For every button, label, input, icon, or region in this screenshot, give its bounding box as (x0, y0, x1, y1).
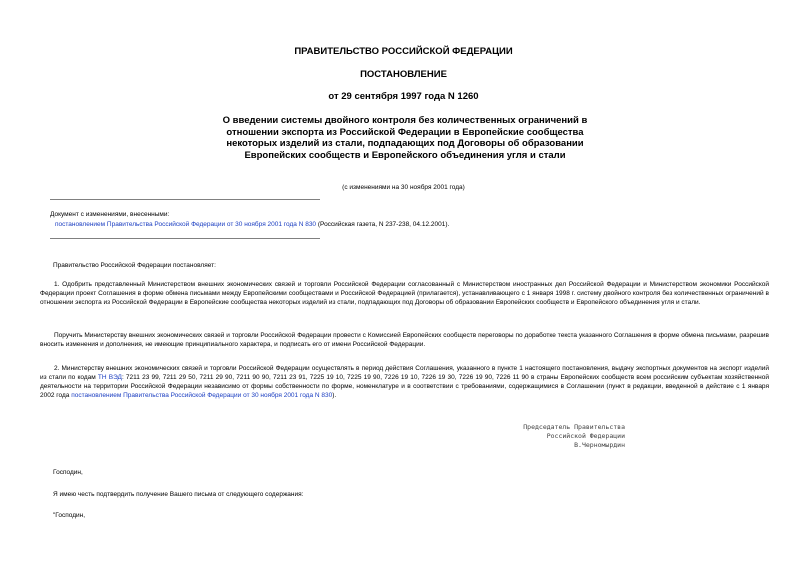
signature-block (523, 423, 625, 450)
document-type-heading: ПОСТАНОВЛЕНИЕ (360, 69, 447, 80)
paragraph-3-text-a: 2. Министерству внешних экономических связей и торговли Российской Федерации осуществлять в период действия Соглашения, указанного в пункте 1 настоящего постановления, выдачу экспортных документов на экспорт изделий из стали по кодам (40, 365, 769, 381)
divider-top (50, 199, 320, 200)
divider-bottom (50, 238, 320, 239)
letter-confirm: Я имею честь подтвердить получение Вашего письма от следующего содержания: (53, 491, 304, 498)
intro-paragraph: Правительство Российской Федерации постановляет: (53, 262, 216, 269)
letter-quote-start: "Господин, (53, 512, 86, 519)
amendment-link-inline[interactable]: постановлением Правительства Российской Федерации от 30 ноября 2001 года N 830 (71, 392, 333, 399)
paragraph-1: 1. Одобрить представленный Министерством внешних экономических связей и торговли Российской Федерации согласованный с Министерством иностранных дел Российской Федерации и Министерством экономики Российской Федерации проект Соглашения в форме обмена письмами между Европейскими сообществами и Российской Федерацией (прилагается), устанавливающего с 1 января 1998 г. систему двойного контроля без количественных ограничений в отношении экспорта из Российской Федерации в Европейские сообщества некоторых изделий из стали, подпадающих под Договоры об образовании Европейских сообществ и Европейского объединения угля и стали. (40, 281, 769, 306)
signature-name: В.Черномырдин (574, 441, 625, 449)
paragraph-3 (40, 364, 769, 400)
government-heading: ПРАВИТЕЛЬСТВО РОССИЙСКОЙ ФЕДЕРАЦИИ (294, 46, 513, 57)
amendment-source: (Российская газета, N 237-238, 04.12.2001). (316, 221, 450, 228)
paragraph-3-text-b: : 7211 23 99, 7211 29 50, 7211 29 90, 7211 90 90, 7211 23 91, 7225 19 10, 7225 19 90, 7226 19 10, 7226 19 30, 7226 19 90, 7226 11 90 в страны Европейских сообществ всем российским субъектам хозяйственной деятельности на территории Российской Федерации независимо от формы собственности по форме, номенклатуре и в соответствии с требованиями, содержащимися в Соглашении (пункт в редакции, введенной в действие с 1 января 2002 года (40, 374, 770, 399)
tn-ved-link[interactable]: ТН ВЭД (97, 374, 122, 381)
paragraph-2: Поручить Министерству внешних экономических связей и торговли Российской Федерации провести с Комиссией Европейских сообществ переговоры по доработке текста указанного Соглашения в форме обмена письмами, разрешив вносить изменения и дополнения, не имеющие принципиального характера, и подписать его от имени Российской Федерации. (40, 332, 769, 348)
document-title: О введении системы двойного контроля без количественных ограничений в отношении экспорта из Российской Федерации в Европейские сообщества некоторых изделий из стали, подпадающих под Договоры об образовании Европейских сообществ и Европейского объединения угля и стали (222, 115, 588, 161)
paragraph-3-text-c: ). (332, 392, 337, 399)
letter-salutation: Господин, (53, 469, 83, 476)
signature-title: Председатель Правительства (523, 423, 625, 431)
document-date-number: от 29 сентября 1997 года N 1260 (328, 91, 479, 102)
amendments-label: Документ с изменениями, внесенными: (50, 211, 170, 218)
amendments-line (55, 220, 449, 229)
amendment-link[interactable]: постановлением Правительства Российской Федерации от 30 ноября 2001 года N 830 (55, 221, 317, 228)
signature-org: Российской Федерации (546, 432, 625, 440)
amendment-note: (с изменениями на 30 ноября 2001 года) (342, 184, 465, 191)
